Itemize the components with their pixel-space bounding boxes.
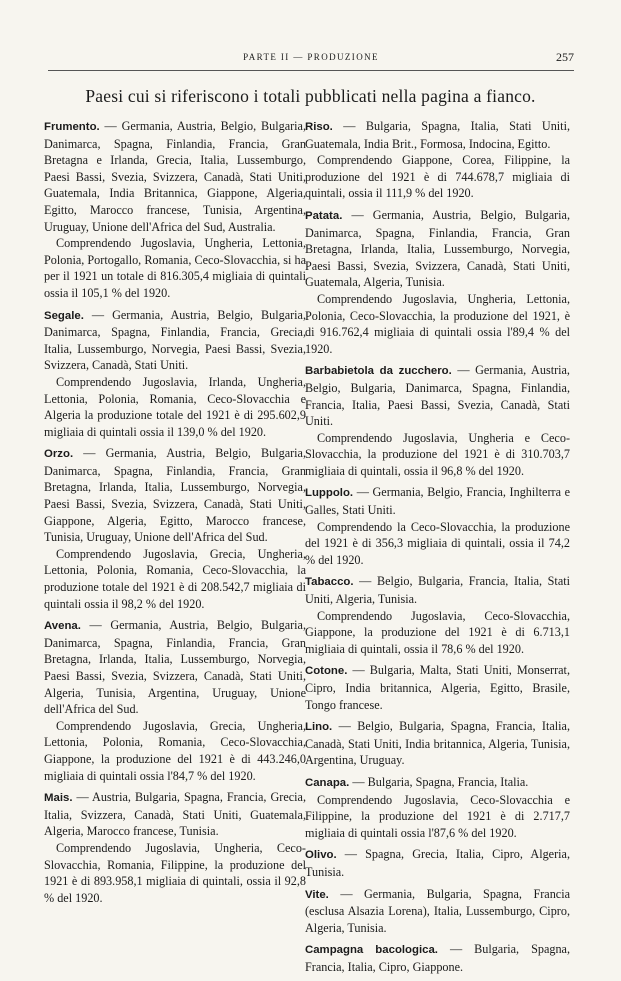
country-list: — Belgio, Bulgaria, Francia, Italia, Stati Uniti, Algeria, Tunisia. (305, 574, 570, 607)
country-list: — Bulgaria, Spagna, Francia, Italia. (349, 774, 529, 789)
entry-note: Comprendendo Jugoslavia, Ungheria, Lettonia, Polonia, Ceco-Slovacchia, la produzione del 1921, è di 916.762,4 migliaia di quintali ossia l'89,4 % del 1920. (305, 291, 570, 356)
country-list: — Germania, Austria, Belgio, Bulgaria, Danimarca, Spagna, Finlandia, Francia, Italia, Paesi Bassi, Svezia, Canadà, Stati Uniti. (305, 363, 570, 429)
country-list: — Germania, Austria, Belgio, Bulgaria, Danimarca, Spagna, Finlandia, Francia, Gran Bretagna, Irlanda, Italia, Lussemburgo, Norvegia, Paesi Bassi, Svezia, Svizzera, Canadà, Stati Uniti, Guatemala, Algeria, Tunisia. (305, 207, 570, 290)
crop-entry (44, 445, 306, 612)
crop-entry (44, 789, 306, 906)
crop-entry (44, 118, 306, 302)
crop-term: Vite. (305, 888, 329, 901)
crop-term: Lino. (305, 721, 333, 734)
entry-note: Comprendendo Jugoslavia, Ceco-Slovacchia e Filippine, la produzione del 1921 è di 2.717,7 migliaia di quintali ossia l'87,6 % del 1920. (305, 792, 570, 840)
country-list: — Germania, Bulgaria, Spagna, Francia (esclusa Alsazia Lorena), Italia, Lussemburgo, Cipro, Algeria, Tunisia. (305, 886, 570, 935)
entry-note: Comprendendo Jugoslavia, Ungheria, Ceco-Slovacchia, Romania, Filippine, la produzione del 1921 è di 893.958,1 migliaia di quintali, ossia il 92,8 % del 1920. (44, 840, 306, 905)
crop-term: Segale. (44, 309, 84, 322)
entry-countries (305, 662, 570, 713)
crop-entry (305, 362, 570, 479)
crop-term: Frumento. (44, 121, 100, 133)
entry-countries (305, 362, 570, 429)
crop-entry (44, 617, 306, 784)
country-list: — Spagna, Grecia, Italia, Cipro, Algeria, Tunisia. (305, 847, 570, 879)
country-list: — Germania, Belgio, Francia, Inghilterra e Galles, Stati Uniti. (305, 485, 570, 518)
country-list: — Bulgaria, Spagna, Italia, Stati Uniti, Guatemala, India Brit., Formosa, Indocina, Egitto. (305, 119, 570, 151)
country-list: — Belgio, Bulgaria, Spagna, Francia, Italia, Canadà, Stati Uniti, India britannica, Algeria, Tunisia, Argentina, Uruguay. (305, 719, 570, 768)
crop-term: Cotone. (305, 665, 348, 678)
left-column (44, 118, 306, 911)
right-column (305, 118, 570, 981)
entry-countries (44, 617, 306, 718)
crop-term: Tabacco. (305, 576, 354, 589)
entry-countries (305, 207, 570, 291)
crop-term: Mais. (44, 792, 73, 805)
running-title: PARTE II — PRODUZIONE (243, 52, 379, 62)
running-header (48, 50, 574, 71)
crop-term: Avena. (44, 620, 81, 633)
crop-entry (305, 207, 570, 357)
crop-term: Campagna bacologica. (305, 944, 438, 957)
country-list: — Bulgaria, Malta, Stati Uniti, Monserrat, Cipro, India britannica, Algeria, Egitto, Brasile, Tongo francese. (305, 663, 570, 712)
crop-entry (305, 941, 570, 975)
country-list: — Germania, Austria, Belgio, Bulgaria, Danimarca, Spagna, Finlandia, Francia, Grecia, Italia, Lussemburgo, Norvegia, Paesi Bassi, Svezia, Svizzera, Canadà, Stati Uniti. (44, 307, 306, 373)
page-number: 257 (556, 50, 574, 64)
crop-entry (305, 484, 570, 568)
crop-term: Riso. (305, 121, 333, 133)
entry-note: Comprendendo Jugoslavia, Grecia, Ungheria, Lettonia, Polonia, Romania, Ceco-Slovacchia, Giappone, la produzione del 1921 è di 443.246,0 migliaia di quintali ossia l'84,7 % del 1920. (44, 718, 306, 783)
crop-term: Olivo. (305, 849, 337, 862)
country-list: — Germania, Austria, Belgio, Bulgaria, Danimarca, Spagna, Finlandia, Francia, Gran Bretagna e Irlanda, Grecia, Italia, Lussemburgo, Paesi Bassi, Svezia, Svizzera, Canadà, Stati Uniti, Guatemala, India Britannica, Giappone, Algeria, Egitto, Marocco francese, Tunisia, Argentina, Uruguay, Unione dell'Africa del Sud, Australia. (44, 119, 306, 234)
entry-countries (44, 789, 306, 840)
entry-countries (305, 573, 570, 607)
country-list: — Germania, Austria, Belgio, Bulgaria, Danimarca, Spagna, Finlandia, Francia, Gran Bretagna, Irlanda, Italia, Lussemburgo, Norvegia, Paesi Bassi, Svezia, Svizzera, Canadà, Stati Uniti, Algeria, Tunisia, Argentina, Uruguay, Unione dell'Africa del Sud. (44, 618, 306, 717)
country-list: — Germania, Austria, Belgio, Bulgaria, Danimarca, Spagna, Finlandia, Francia, Gran Bretagna, Irlanda, Italia, Lussemburgo, Norvegia, Paesi Bassi, Svezia, Svizzera, Canadà, Stati Uniti, Giappone, Algeria, Egitto, Marocco francese, Tunisia, Uruguay, Unione dell'Africa del Sud. (44, 446, 306, 545)
crop-entry (44, 307, 306, 441)
country-list: — Austria, Bulgaria, Spagna, Francia, Grecia, Italia, Svizzera, Canadà, Stati Uniti, Guatemala, Algeria, Marocco francese, Tunisia. (44, 790, 306, 839)
crop-entry (305, 662, 570, 713)
crop-term: Patata. (305, 209, 343, 222)
crop-term: Orzo. (44, 448, 74, 461)
crop-entry (305, 573, 570, 657)
entry-countries (305, 118, 570, 152)
entry-note: Comprendendo Jugoslavia, Irlanda, Ungheria, Lettonia, Polonia, Romania, Ceco-Slovacchia e Algeria la produzione totale del 1921 è di 295.602,9 migliaia di quintali ossia il 139,0 % del 1920. (44, 374, 306, 439)
entry-note: Comprendendo Giappone, Corea, Filippine, la produzione del 1921 è di 744.678,7 migliaia di quintali, ossia il 111,9 % del 1920. (305, 153, 570, 201)
entry-countries (305, 718, 570, 769)
crop-entry (305, 886, 570, 937)
entry-countries (305, 941, 570, 975)
entry-note: Comprendendo Jugoslavia, Grecia, Ungheria, Lettonia, Polonia, Romania, Ceco-Slovacchia, la produzione totale del 1921 è di 208.542,7 migliaia di quintali ossia il 98,2 % del 1920. (44, 546, 306, 611)
entry-countries (305, 484, 570, 518)
page-title: Paesi cui si riferiscono i totali pubblicati nella pagina a fianco. (85, 86, 536, 106)
crop-entry (305, 774, 570, 841)
crop-term: Luppolo. (305, 487, 354, 500)
crop-term: Barbabietola da zucchero. (305, 365, 452, 378)
crop-entry (305, 118, 570, 202)
entry-note: Comprendendo la Ceco-Slovacchia, la produzione del 1921 è di 356,3 migliaia di quintali, ossia il 74,2 % del 1920. (305, 519, 570, 567)
entry-note: Comprendendo Jugoslavia, Ceco-Slovacchia, Giappone, la produzione del 1921 è di 6.713,1 migliaia di quintali, ossia il 78,6 % del 1920. (305, 608, 570, 656)
entry-note: Comprendendo Jugoslavia, Ungheria e Ceco-Slovacchia, la produzione del 1921 è di 310.703,7 migliaia di quintali, ossia il 96,8 % del 1920. (305, 430, 570, 478)
entry-countries (44, 307, 306, 374)
entry-countries (305, 774, 570, 792)
crop-entry (305, 718, 570, 769)
entry-note: Comprendendo Jugoslavia, Ungheria, Lettonia, Polonia, Portogallo, Romania, Ceco-Slovacchia, si ha per il 1921 un totale di 816.305,4 migliaia di quintali ossia il 105,1 % del 1920. (44, 236, 306, 300)
entry-countries (44, 445, 306, 546)
entry-countries (305, 846, 570, 880)
crop-term: Canapa. (305, 776, 350, 789)
entry-countries (44, 118, 306, 235)
country-list: — Bulgaria, Spagna, Francia, Italia, Cipro, Giappone. (305, 942, 570, 974)
entry-countries (305, 886, 570, 937)
crop-entry (305, 846, 570, 880)
